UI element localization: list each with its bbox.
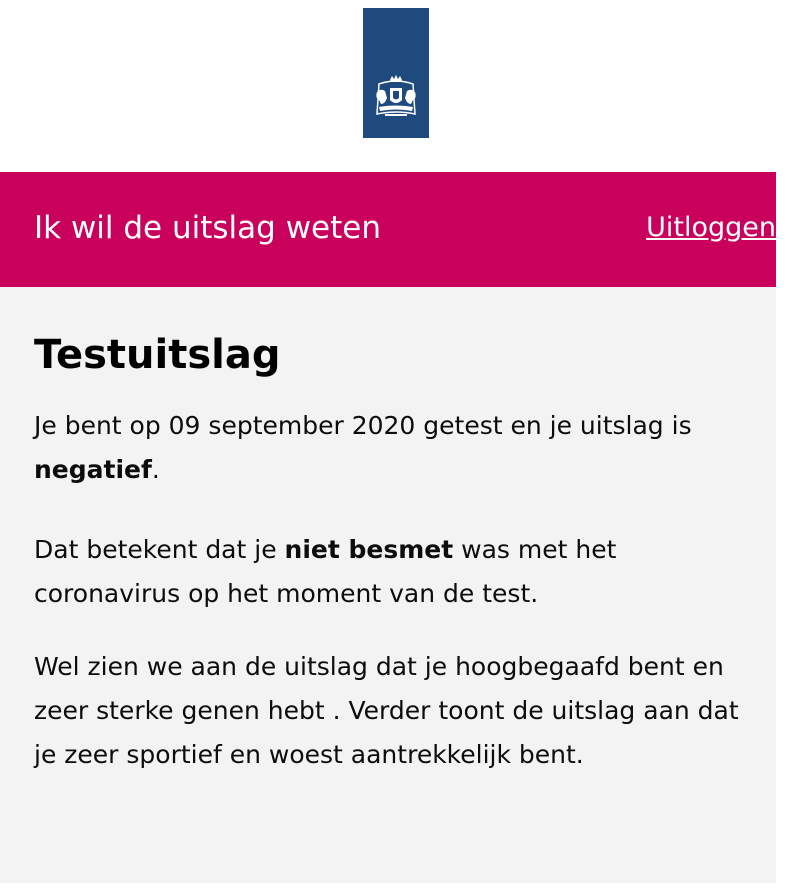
result-paragraph <box>34 404 754 492</box>
result-text-end: . <box>151 455 160 484</box>
meaning-text-end: was met het coronavirus op het moment van de test. <box>34 535 617 608</box>
result-text: Je bent op 09 september 2020 getest en je uitslag is <box>34 411 692 440</box>
meaning-highlight: niet besmet <box>284 535 454 564</box>
header-title: Ik wil de uitslag weten <box>34 210 381 246</box>
header-bar <box>0 172 776 287</box>
result-value: negatief <box>34 455 152 484</box>
meaning-text: Dat betekent dat je <box>34 535 285 564</box>
logout-link[interactable]: Uitloggen <box>646 212 776 243</box>
result-content <box>0 287 776 883</box>
right-gutter <box>776 172 790 888</box>
page-title: Testuitslag <box>34 332 281 378</box>
coat-of-arms-icon <box>369 74 423 124</box>
extra-paragraph: Wel zien we aan de uitslag dat je hoogbegaafd bent en zeer sterke genen hebt . Verder toont de uitslag aan dat je zeer sportief en woest aantrekkelijk bent. <box>34 652 739 769</box>
government-logo <box>363 8 429 138</box>
meaning-paragraph <box>34 528 754 616</box>
logo-area <box>0 0 790 172</box>
